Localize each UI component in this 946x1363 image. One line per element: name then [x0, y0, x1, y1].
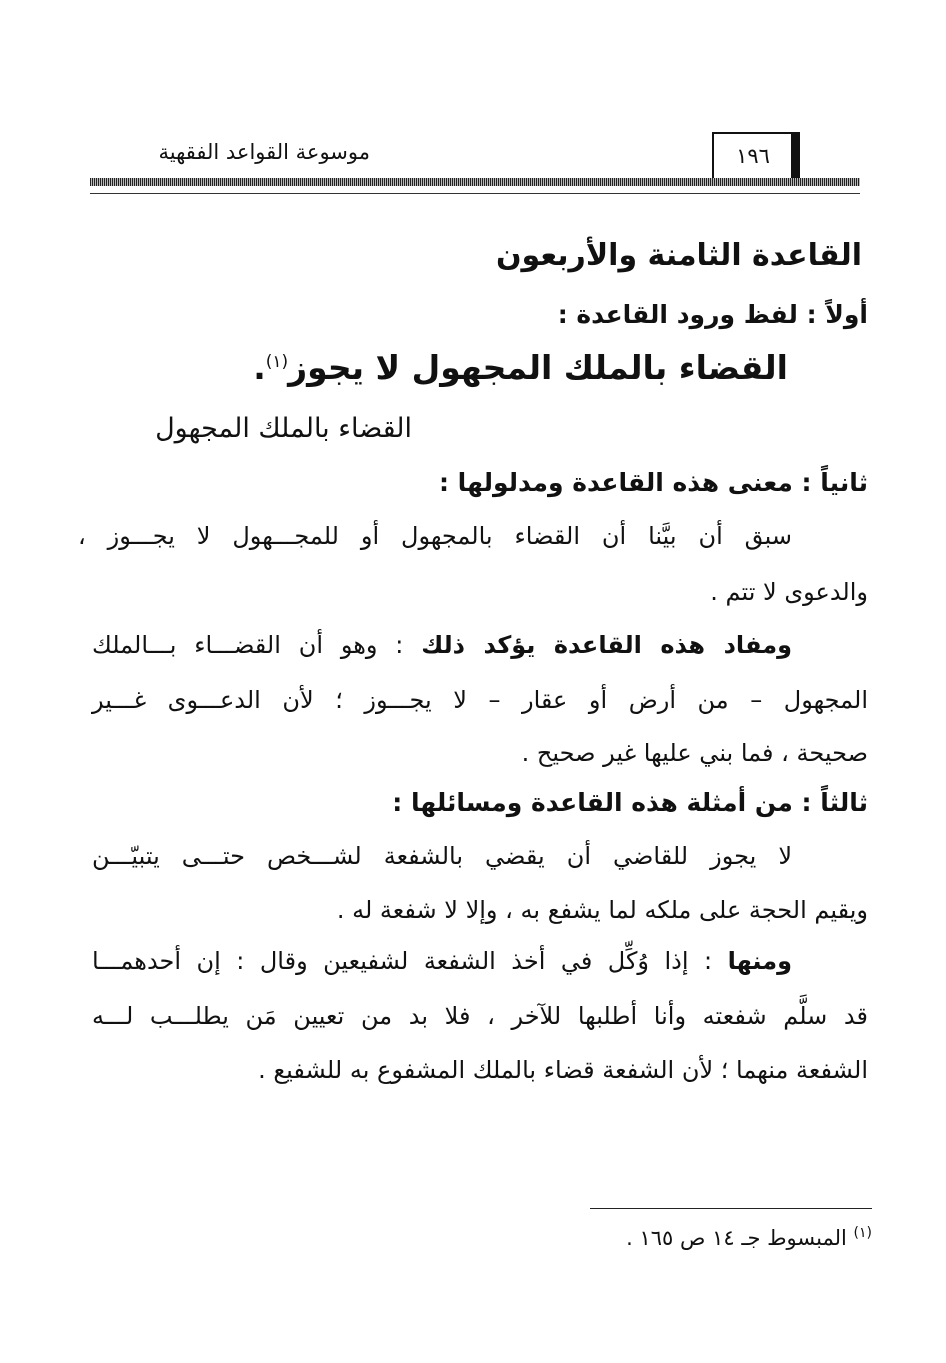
section-heading-meaning: ثانياً : معنى هذه القاعدة ومدلولها :: [438, 468, 868, 497]
paragraph-line: قد سلَّم شفعته وأنا أطلبها للآخر ، فلا بد من تعيين مَن يطلـــب لـــه: [92, 1002, 868, 1030]
paragraph-line: والدعوى لا تتم .: [710, 578, 868, 606]
page-number: ١٩٦: [736, 144, 770, 168]
paragraph-line: [92, 631, 792, 659]
paragraph-line: [92, 947, 792, 975]
paragraph-line: سبق أن بيَّنا أن القضاء بالمجهول أو للمجـــهول لا يجـــوز ،: [78, 522, 792, 550]
paragraph-text: : وهو أن القضـــاء بـــالملك: [92, 631, 404, 659]
paragraph-text: : إذا وُكِّل في أخذ الشفعة لشفيعين وقال : إن أحدهمـــا: [92, 947, 713, 975]
legal-maxim-end: .: [253, 348, 266, 387]
legal-maxim-text: القضاء بالملك المجهول لا يجوز: [288, 348, 788, 387]
paragraph-line: الشفعة منهما ؛ لأن الشفعة قضاء بالملك المشفوع به للشفيع .: [258, 1056, 868, 1084]
legal-maxim: [253, 348, 788, 387]
legal-maxim-variant: القضاء بالملك المجهول: [155, 413, 412, 444]
paragraph-line: صحيحة ، فما بني عليها غير صحيح .: [521, 739, 868, 767]
paragraph-line: لا يجوز للقاضي أن يقضي بالشفعة لشـــخص حتـــى يتبيّـــن: [92, 842, 792, 870]
footnote-marker: (١): [853, 1225, 872, 1241]
rule-title: القاعدة الثامنة والأربعون: [495, 238, 862, 273]
footnote-divider: [590, 1208, 872, 1209]
footnote-text: المبسوط جـ ١٤ ص ١٦٥ .: [626, 1226, 847, 1250]
header-divider-thin: [90, 193, 860, 194]
paragraph-lead: ومفاد هذه القاعدة يؤكد ذلك: [421, 631, 792, 659]
section-heading-examples: ثالثاً : من أمثلة هذه القاعدة ومسائلها :: [392, 788, 868, 817]
paragraph-line: ويقيم الحجة على ملكه لما يشفع به ، وإلا لا شفعة له .: [336, 896, 868, 924]
running-header-title: موسوعة القواعد الفقهية: [158, 140, 370, 164]
paragraph-lead: ومنها: [727, 947, 792, 975]
paragraph-line: المجهول – من أرض أو عقار – لا يجـــوز ؛ لأن الدعـــوى غـــير: [92, 686, 868, 714]
header-divider: [90, 178, 860, 186]
section-heading-wording: أولاً : لفظ ورود القاعدة :: [557, 300, 868, 329]
footnote-ref: (١): [265, 352, 289, 372]
footnote: [626, 1225, 872, 1250]
